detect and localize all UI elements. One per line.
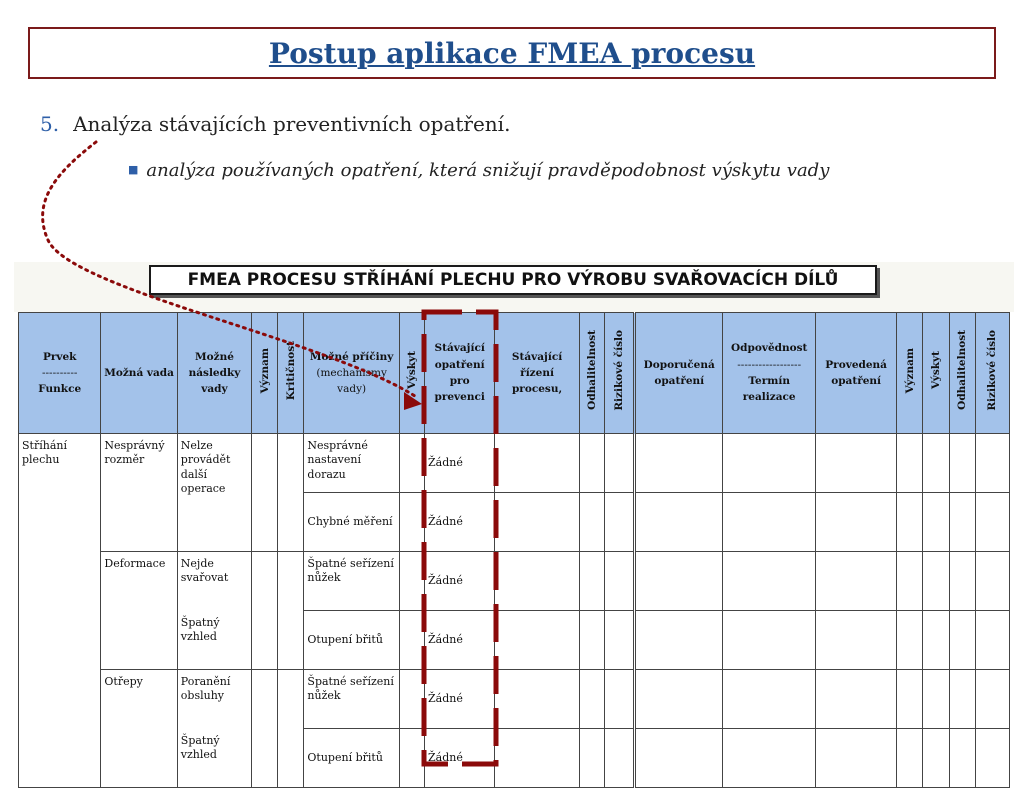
- cell-prevence: Žádné: [425, 611, 495, 670]
- header-mozne-nasledky: Možné následky vady: [177, 313, 251, 434]
- cell-vyznam-2: [897, 611, 923, 670]
- square-bullet-icon: ■: [128, 163, 139, 176]
- header-odhalitelnost-2-label: Odhalitelnost: [956, 330, 968, 411]
- table-row: [19, 552, 1010, 611]
- cell-vyznam: [252, 552, 278, 670]
- header-vyznam-2-label: Význam: [903, 347, 916, 394]
- header-vyznam-2: [897, 313, 923, 434]
- cell-nasledky: Nejde svařovat: [177, 552, 251, 611]
- cell-rpn: [604, 670, 634, 729]
- cell-pricina: Chybné měření: [304, 493, 399, 552]
- cell-rpn-2: [975, 611, 1009, 670]
- header-termin-label: Termín realizace: [742, 375, 796, 404]
- header-prvek-dashes: ----------: [41, 366, 78, 379]
- cell-provedena: [815, 611, 896, 670]
- header-vyskyt-label: Výskyt: [405, 351, 418, 390]
- cell-prevence: Žádné: [425, 434, 495, 493]
- header-mozne-priciny: [304, 313, 399, 434]
- step-number: 5.: [40, 112, 60, 136]
- cell-rpn: [604, 434, 634, 493]
- cell-vada: Deformace: [101, 552, 177, 670]
- cell-vada: Nesprávný rozměr: [101, 434, 177, 552]
- cell-odhalitelnost: [579, 729, 604, 788]
- cell-vyskyt-2: [923, 434, 949, 493]
- cell-odhalitelnost: [579, 434, 604, 493]
- header-kriticnost: [278, 313, 304, 434]
- header-rizikove-cislo-label: Rizikové číslo: [612, 330, 625, 411]
- cell-vyskyt-2: [923, 729, 949, 788]
- header-stavajici-rizeni: Stávající řízení procesu,: [495, 313, 579, 434]
- cell-provedena: [815, 670, 896, 729]
- cell-odpovednost: [723, 670, 815, 729]
- cell-pricina: Nesprávné nastavení dorazu: [304, 434, 399, 493]
- header-provedena-opatreni: Provedená opatření: [815, 313, 896, 434]
- header-vyznam: [252, 313, 278, 434]
- header-vyskyt: [399, 313, 424, 434]
- cell-vyznam-2: [897, 670, 923, 729]
- cell-rpn: [604, 611, 634, 670]
- cell-odpovednost: [723, 434, 815, 493]
- cell-vada: Otřepy: [101, 670, 177, 788]
- cell-vyznam: [252, 670, 278, 788]
- cell-rpn: [604, 493, 634, 552]
- cell-odhalitelnost-2: [949, 434, 975, 493]
- fmea-table: [18, 312, 1010, 788]
- cell-kriticnost: [278, 670, 304, 788]
- header-vyskyt-2: [923, 313, 949, 434]
- header-funkce-label: Funkce: [38, 383, 82, 396]
- cell-prevence: Žádné: [425, 493, 495, 552]
- cell-pricina: Otupení břitů: [304, 729, 399, 788]
- header-prvek-label: Prvek: [42, 350, 77, 363]
- cell-odpovednost: [723, 493, 815, 552]
- cell-nasledky: Špatný vzhled: [177, 611, 251, 670]
- cell-rizeni: [495, 434, 579, 493]
- cell-odpovednost: [723, 729, 815, 788]
- cell-vyskyt: [399, 670, 424, 729]
- cell-vyznam-2: [897, 434, 923, 493]
- cell-odhalitelnost-2: [949, 611, 975, 670]
- cell-odpovednost: [723, 552, 815, 611]
- cell-rpn: [604, 552, 634, 611]
- cell-prevence: Žádné: [425, 729, 495, 788]
- cell-vyznam: [252, 434, 278, 552]
- table-row: [19, 434, 1010, 493]
- cell-vyskyt: [399, 729, 424, 788]
- cell-rpn-2: [975, 493, 1009, 552]
- cell-odhalitelnost: [579, 493, 604, 552]
- header-rizikove-cislo: [604, 313, 634, 434]
- header-odhalitelnost-2: [949, 313, 975, 434]
- cell-rizeni: [495, 493, 579, 552]
- cell-rpn-2: [975, 552, 1009, 611]
- cell-kriticnost: [278, 552, 304, 670]
- cell-odhalitelnost-2: [949, 552, 975, 611]
- cell-nasledky: Poranění obsluhy: [177, 670, 251, 729]
- slide-title-box: [28, 27, 996, 79]
- cell-odhalitelnost: [579, 670, 604, 729]
- header-odpovednost-label: Odpovědnost: [731, 342, 808, 355]
- cell-rpn-2: [975, 434, 1009, 493]
- cell-odpovednost: [723, 611, 815, 670]
- cell-rizeni: [495, 552, 579, 611]
- cell-vyskyt: [399, 434, 424, 493]
- cell-vyznam-2: [897, 729, 923, 788]
- cell-doporucena: [635, 434, 723, 493]
- cell-vyskyt-2: [923, 670, 949, 729]
- fmea-figure: [14, 262, 1014, 762]
- cell-vyskyt: [399, 552, 424, 611]
- step-item: [40, 112, 510, 136]
- cell-vyskyt-2: [923, 552, 949, 611]
- cell-odhalitelnost: [579, 611, 604, 670]
- cell-odhalitelnost: [579, 552, 604, 611]
- header-vyznam-label: Význam: [258, 347, 271, 394]
- header-row: [19, 313, 1010, 434]
- cell-doporucena: [635, 611, 723, 670]
- step-text: Analýza stávajících preventivních opatření.: [73, 112, 511, 136]
- cell-rizeni: [495, 729, 579, 788]
- cell-pricina: Špatné seřízení nůžek: [304, 552, 399, 611]
- cell-odhalitelnost-2: [949, 729, 975, 788]
- header-odpovednost: [723, 313, 815, 434]
- cell-vyskyt-2: [923, 493, 949, 552]
- cell-provedena: [815, 552, 896, 611]
- cell-prevence: Žádné: [425, 670, 495, 729]
- table-row: [19, 670, 1010, 729]
- header-vyskyt-2-label: Výskyt: [929, 351, 942, 390]
- cell-pricina: Špatné seřízení nůžek: [304, 670, 399, 729]
- cell-prevence: Žádné: [425, 552, 495, 611]
- cell-odhalitelnost-2: [949, 670, 975, 729]
- cell-vyskyt-2: [923, 611, 949, 670]
- header-odhalitelnost: [579, 313, 604, 434]
- bullet-text: analýza používaných opatření, která snižují pravděpodobnost výskytu vady: [146, 160, 830, 181]
- cell-nasledky: Špatný vzhled: [177, 729, 251, 788]
- header-priciny-label: Možné příčiny: [309, 350, 394, 363]
- header-doporucena-opatreni: Doporučená opatření: [635, 313, 723, 434]
- cell-rpn-2: [975, 670, 1009, 729]
- fmea-table-title: FMEA PROCESU STŘÍHÁNÍ PLECHU PRO VÝROBU SVAŘOVACÍCH DÍLŮ: [149, 265, 877, 295]
- cell-doporucena: [635, 670, 723, 729]
- header-odpovednost-dashes: ------------------: [737, 358, 802, 371]
- cell-provedena: [815, 493, 896, 552]
- slide-title: Postup aplikace FMEA procesu: [268, 36, 756, 70]
- header-rizikove-cislo-2-label: Rizikové číslo: [986, 330, 999, 411]
- cell-rpn: [604, 729, 634, 788]
- cell-rizeni: [495, 670, 579, 729]
- cell-prvek: Stříhání plechu: [19, 434, 101, 788]
- cell-pricina: Otupení břitů: [304, 611, 399, 670]
- header-mechanismy-label: (mechanismy vady): [316, 366, 387, 396]
- cell-doporucena: [635, 729, 723, 788]
- cell-nasledky: Nelze provádět další operace: [177, 434, 251, 552]
- cell-doporucena: [635, 552, 723, 611]
- header-mozna-vada: Možná vada: [101, 313, 177, 434]
- cell-provedena: [815, 434, 896, 493]
- header-stavajici-prevence: Stávající opatření pro prevenci: [425, 313, 495, 434]
- cell-vyskyt: [399, 611, 424, 670]
- header-prvek: [19, 313, 101, 434]
- cell-rpn-2: [975, 729, 1009, 788]
- cell-vyskyt: [399, 493, 424, 552]
- header-rizikove-cislo-2: [975, 313, 1009, 434]
- cell-kriticnost: [278, 434, 304, 552]
- cell-provedena: [815, 729, 896, 788]
- header-odhalitelnost-label: Odhalitelnost: [585, 330, 598, 411]
- cell-vyznam-2: [897, 493, 923, 552]
- cell-vyznam-2: [897, 552, 923, 611]
- cell-doporucena: [635, 493, 723, 552]
- bullet-item: [128, 160, 829, 181]
- cell-odhalitelnost-2: [949, 493, 975, 552]
- cell-rizeni: [495, 611, 579, 670]
- header-kriticnost-label: Kritičnost: [284, 340, 297, 400]
